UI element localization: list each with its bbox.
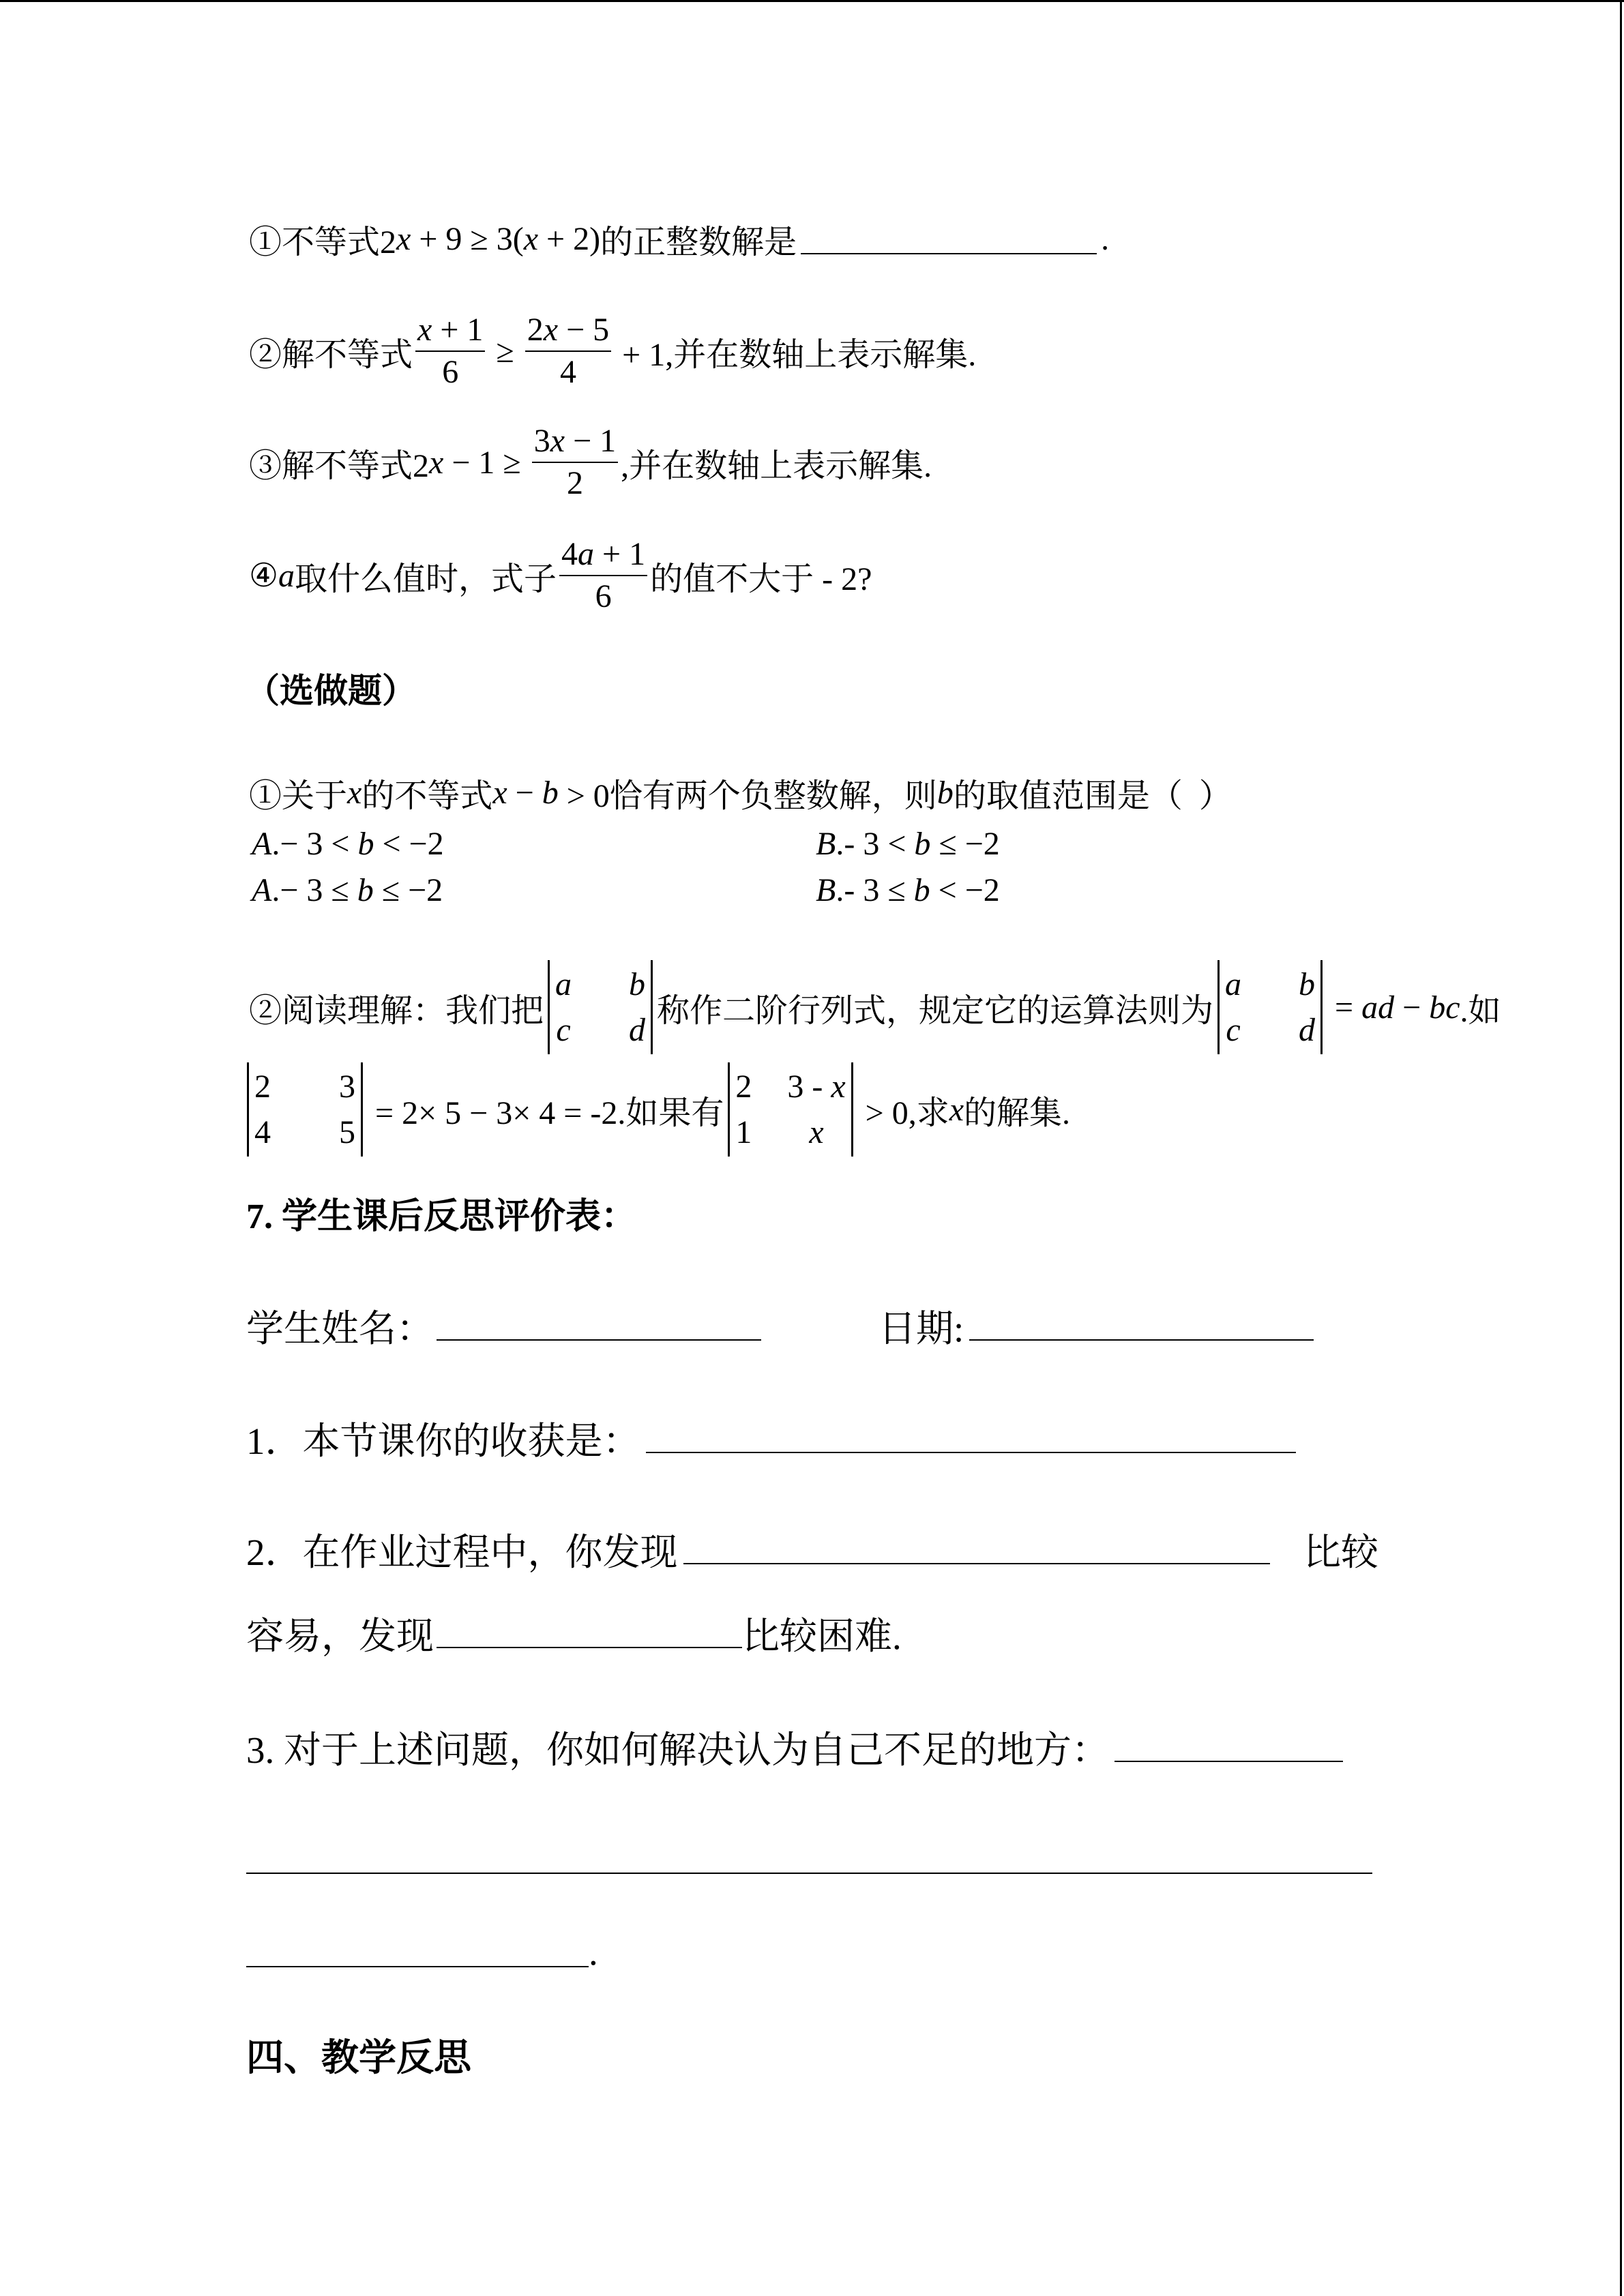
option-text: .- 3 < — [836, 825, 915, 862]
determinant — [247, 1062, 363, 1157]
determinant-entry: d — [1299, 1012, 1316, 1048]
determinant-entry: x — [809, 1114, 824, 1150]
option-text: < −2 — [374, 825, 444, 862]
variable-a: a — [578, 536, 595, 572]
reflection-title-text: 7. 学生课后反思评价表： — [246, 1197, 637, 1236]
numerator-text: − 1 — [565, 423, 617, 459]
fraction — [559, 534, 647, 617]
reflection-item-3-end — [246, 1924, 598, 1979]
answer-blank — [646, 1422, 1296, 1453]
numerator-text: 3 — [533, 423, 550, 459]
exercise-2-lead: ②解不等式 — [249, 336, 413, 373]
optional-question-2-line-1 — [249, 956, 1501, 1058]
fraction-numerator — [532, 421, 618, 463]
reflection-item-1 — [246, 1410, 1296, 1465]
option-letter: B — [816, 871, 836, 908]
exercise-1-text: ①不等式2 — [249, 224, 397, 260]
section-4-title — [246, 2027, 471, 2081]
rule-term: ad — [1361, 989, 1395, 1026]
fraction-numerator — [525, 310, 611, 352]
variable-x: x — [831, 1068, 846, 1105]
variable-b: b — [936, 774, 954, 811]
determinant-entry: b — [1299, 966, 1316, 1002]
exercise-1-text: + 2) — [538, 220, 601, 257]
option-b-row1 — [816, 820, 1000, 867]
fraction — [532, 421, 618, 504]
option-b-row2 — [816, 866, 1000, 914]
item-text: 1．本节课你的收获是： — [246, 1420, 640, 1462]
answer-line — [246, 1873, 1372, 1874]
variable-b: b — [913, 871, 930, 908]
fraction — [415, 310, 485, 393]
reflection-title — [246, 1185, 636, 1240]
rule-text: = — [1327, 989, 1362, 1026]
option-text: .− 3 ≤ — [271, 871, 357, 908]
entry-text: 3 - — [787, 1068, 831, 1105]
variable-x: x — [949, 1091, 964, 1128]
item-text: 比较 — [1303, 1531, 1379, 1573]
variable-x: x — [543, 312, 559, 348]
determinant-entry: 1 — [735, 1114, 752, 1150]
variable-x: x — [396, 220, 411, 257]
exercise-3-tail: ,并在数轴上表示解集. — [621, 447, 932, 484]
answer-blank — [1114, 1731, 1343, 1762]
answer-blank — [801, 223, 1097, 254]
fraction-denominator: 6 — [442, 354, 459, 390]
rule-text: − — [1394, 989, 1430, 1026]
answer-blank — [683, 1533, 1270, 1564]
determinant — [728, 1062, 853, 1157]
variable-b: b — [357, 871, 374, 908]
numerator-text: 2 — [527, 312, 544, 348]
question-text: 的不等式 — [361, 777, 493, 814]
option-a-row2 — [252, 866, 443, 914]
optional-title-text: （选做题） — [246, 672, 416, 710]
option-letter: B — [816, 825, 836, 862]
determinant-entry: c — [1226, 1012, 1241, 1048]
determinant-entry: 2 — [735, 1068, 752, 1105]
variable-x: x — [550, 423, 565, 459]
numerator-text: + 1 — [432, 312, 484, 348]
section-4-title-text: 四、教学反思 — [246, 2036, 472, 2078]
optional-section-title — [246, 664, 416, 712]
exercise-3-lead: ③解不等式2 — [249, 447, 430, 484]
date-line — [879, 1298, 1314, 1352]
fraction-numerator — [559, 534, 647, 576]
option-a-row1 — [252, 820, 444, 867]
determinant-entry: 5 — [339, 1114, 355, 1150]
exercise-4 — [249, 528, 872, 623]
exercise-4-lead: 取什么值时，式子 — [295, 561, 557, 597]
numerator-text: + 1 — [594, 536, 646, 572]
reflection-item-2-continued — [246, 1605, 902, 1660]
exercise-4-lead: ④ — [249, 558, 279, 594]
exercise-1-text: + 9 ≥ 3( — [411, 220, 524, 257]
inequality-sign: ≥ — [488, 333, 522, 370]
determinant-entry: 3 — [339, 1068, 355, 1105]
period: . — [589, 1930, 598, 1973]
fraction — [525, 310, 611, 393]
question-text: − — [507, 774, 542, 811]
option-text: .− 3 < — [271, 825, 358, 862]
variable-x: x — [523, 220, 539, 257]
question-text: 的解集. — [964, 1094, 1071, 1131]
determinant — [548, 960, 653, 1054]
exercise-2-tail: + 1,并在数轴上表示解集. — [614, 336, 977, 373]
exercise-3 — [249, 415, 932, 510]
answer-blank — [437, 1617, 742, 1648]
determinant-entry: 2 — [254, 1068, 271, 1105]
question-text: ②阅读理解：我们把 — [249, 992, 544, 1029]
option-text: ≤ −2 — [373, 871, 443, 908]
reflection-item-2-suffix — [1303, 1521, 1378, 1576]
answer-blank — [246, 1936, 589, 1967]
rule-text: .如 — [1460, 992, 1501, 1029]
question-text: > 0,求 — [857, 1094, 949, 1131]
date-label: 日期: — [879, 1307, 964, 1350]
variable-x: x — [417, 312, 432, 348]
determinant-entry: b — [629, 966, 646, 1002]
option-text: < −2 — [930, 871, 1000, 908]
variable-x: x — [347, 774, 362, 811]
item-text: 容易，发现 — [246, 1615, 434, 1657]
page-border-top — [0, 0, 1624, 2]
fraction-denominator: 6 — [595, 578, 612, 614]
fraction-denominator: 4 — [559, 354, 576, 390]
option-letter: A — [252, 871, 272, 908]
determinant-entry: d — [629, 1012, 646, 1048]
variable-a: a — [278, 557, 295, 594]
question-text: 的取值范围是（ ） — [953, 777, 1232, 814]
page-border-right — [1620, 0, 1622, 2296]
option-letter: A — [252, 825, 272, 862]
variable-b: b — [542, 774, 559, 811]
student-name-label: 学生姓名： — [246, 1307, 434, 1350]
reflection-item-3 — [246, 1719, 1343, 1774]
exercise-1 — [249, 215, 1109, 263]
determinant — [1217, 960, 1323, 1054]
optional-question-1 — [249, 769, 1232, 816]
variable-b: b — [914, 825, 931, 862]
exercise-2 — [249, 303, 976, 399]
numerator-text: 4 — [561, 536, 578, 572]
rule-term: bc — [1429, 989, 1460, 1026]
question-text: > 0恰有两个负整数解，则 — [558, 777, 937, 814]
determinant-entry — [787, 1064, 845, 1109]
determinant-entry: 4 — [254, 1114, 271, 1150]
exercise-4-tail: 的值不大于 - 2? — [650, 561, 872, 597]
reflection-item-2 — [246, 1521, 1270, 1576]
item-text: 比较困难. — [742, 1615, 902, 1657]
answer-blank — [437, 1309, 761, 1341]
period: . — [1101, 220, 1110, 257]
fraction-denominator: 2 — [566, 465, 583, 501]
fraction-numerator — [415, 310, 485, 352]
variable-b: b — [357, 825, 374, 862]
variable-x: x — [429, 444, 444, 481]
student-name-line — [246, 1298, 761, 1352]
item-text: 2．在作业过程中，你发现 — [246, 1531, 678, 1573]
answer-blank — [969, 1309, 1314, 1341]
question-text: 称作二阶行列式，规定它的运算法则为 — [657, 992, 1214, 1029]
variable-x: x — [492, 774, 507, 811]
determinant-entry: a — [555, 966, 572, 1002]
exercise-1-text: 的正整数解是 — [600, 224, 797, 260]
option-text: ≤ −2 — [930, 825, 1000, 862]
determinant-entry: c — [556, 1012, 571, 1048]
question-text: ①关于 — [249, 777, 348, 814]
exercise-3-lead: − 1 ≥ — [443, 444, 529, 481]
item-text: 3. 对于上述问题，你如何解决认为自己不足的地方： — [246, 1729, 1110, 1771]
determinant-entry: a — [1225, 966, 1242, 1002]
option-text: .- 3 ≤ — [836, 871, 914, 908]
numerator-text: − 5 — [558, 312, 610, 348]
example-text: = 2× 5 − 3× 4 = -2.如果有 — [367, 1094, 724, 1131]
optional-question-2-line-2 — [247, 1058, 1070, 1161]
